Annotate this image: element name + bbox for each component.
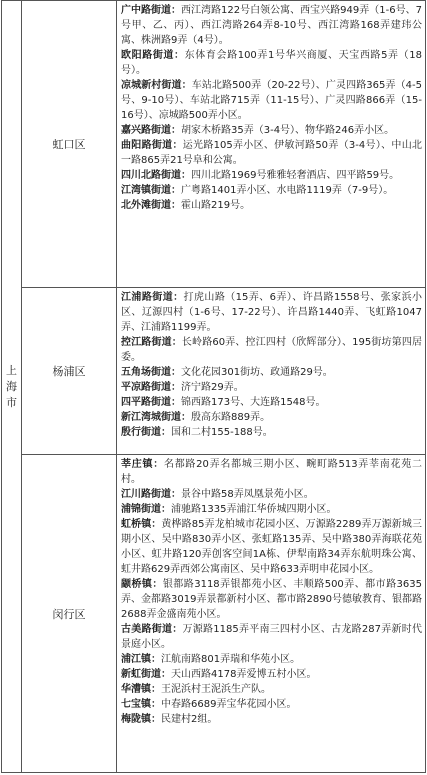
district-row-yangpu	[2, 288, 426, 455]
street-addresses: 名都路20弄名都城三期小区、畹町路513弄莘南花苑二村。	[121, 459, 422, 485]
street-entry	[121, 577, 422, 622]
street-name: 江浦路街道：	[121, 292, 184, 303]
street-addresses: 四川北路1969号雅雅轻奢酒店、四平路59号。	[191, 170, 400, 181]
street-name: 凉城新村街道：	[121, 80, 192, 91]
street-name: 四川北路街道：	[121, 170, 191, 181]
street-entry	[121, 487, 422, 502]
street-entry	[121, 198, 422, 213]
street-addresses: 浦驰路1335弄浦江华侨城四期小区。	[171, 504, 337, 515]
street-addresses: 江航南路801弄瑞和华苑小区。	[161, 654, 301, 665]
street-addresses: 运光路105弄小区、伊敏河路50弄（3-4号）、中山北一路865弄21号阜和公寓。	[121, 140, 422, 166]
district-content-hongkou	[117, 1, 426, 288]
street-entry	[121, 682, 422, 697]
street-entry	[121, 183, 422, 198]
street-name: 控江路街道：	[121, 337, 182, 348]
street-entry	[121, 290, 422, 335]
street-addresses: 中春路6689弄宝华花园小区。	[161, 699, 297, 710]
street-name: 浦锦街道：	[121, 504, 171, 515]
street-name: 新江湾城街道：	[121, 412, 191, 423]
street-addresses: 广粤路1401弄小区、水电路1119弄（7-9号）。	[181, 185, 394, 196]
street-name: 平凉路街道：	[121, 382, 181, 393]
street-addresses: 锦西路173号、大连路1548号。	[181, 397, 326, 408]
street-name: 七宝镇：	[121, 699, 161, 710]
street-addresses: 霍山路219号。	[181, 200, 251, 211]
street-entry	[121, 78, 422, 123]
district-cell-minhang	[22, 455, 117, 773]
street-addresses: 胡家木桥路35弄（3-4号）、物华路246弄小区。	[181, 125, 395, 136]
street-name: 广中路街道：	[121, 5, 182, 16]
city-name: 上海市	[6, 363, 17, 409]
street-entry	[121, 380, 422, 395]
street-entry	[121, 502, 422, 517]
district-row-minhang	[2, 455, 426, 773]
street-addresses: 车站北路500弄（20-22号）、广灵四路365弄（4-5号、9-10号）、车站北路715弄（11-15号）、广灵四路866弄（15-16号）、凉城路500弄小区。	[121, 80, 422, 121]
district-name: 杨浦区	[52, 365, 86, 378]
street-entry	[121, 3, 422, 48]
street-entry	[121, 365, 422, 380]
street-addresses: 东体育会路100弄1号华兴商厦、天宝西路5弄（18号）。	[121, 50, 422, 76]
street-entry	[121, 123, 422, 138]
street-addresses: 长岭路60弄、控江四村（欣辉部分）、195街坊第四居委。	[121, 337, 423, 363]
street-name: 浦江镇：	[121, 654, 161, 665]
street-entry	[121, 652, 422, 667]
street-name: 殷行街道：	[121, 427, 171, 438]
street-name: 嘉兴路街道：	[121, 125, 181, 136]
risk-area-table	[1, 0, 426, 773]
street-entry	[121, 457, 422, 487]
street-entry	[121, 425, 422, 440]
street-entry	[121, 667, 422, 682]
district-content-yangpu	[117, 288, 426, 455]
street-name: 江川路街道：	[121, 489, 181, 500]
street-addresses: 黄桦路85弄龙柏城市花园小区、万源路2289弄万源新城三期小区、吴中路830弄小区、张虹路135弄、吴中路380弄海联花苑小区、虹井路120弄创客空间1A栋、伊犁南路34弄东航明珠公寓、虹井路629弄西郊公寓南区、吴中路633弄明申花园小区。	[121, 519, 422, 575]
street-name: 莘庄镇：	[121, 459, 164, 470]
street-name: 曲阳路街道：	[121, 140, 183, 151]
district-name: 虹口区	[52, 138, 86, 151]
district-content-minhang	[117, 455, 426, 773]
district-name: 闵行区	[52, 607, 86, 621]
street-addresses: 国和二村155-188号。	[171, 427, 273, 438]
street-name: 欧阳路街道：	[121, 50, 185, 61]
city-cell	[2, 1, 22, 773]
district-row-hongkou	[2, 1, 426, 288]
street-addresses: 济宁路29弄。	[181, 382, 244, 393]
street-name: 江湾镇街道：	[121, 185, 181, 196]
street-addresses: 民建村2组。	[161, 714, 218, 725]
street-addresses: 殷高东路889弄。	[191, 412, 271, 423]
street-name: 四平路街道：	[121, 397, 181, 408]
street-name: 华漕镇：	[121, 684, 161, 695]
street-entry	[121, 335, 422, 365]
street-name: 北外滩街道：	[121, 200, 181, 211]
district-cell-yangpu	[22, 288, 117, 455]
street-entry	[121, 138, 422, 168]
street-entry	[121, 168, 422, 183]
street-name: 颛桥镇：	[121, 579, 163, 590]
street-addresses: 景谷中路58弄凤凰景苑小区。	[181, 489, 314, 500]
district-cell-hongkou	[22, 1, 117, 288]
street-addresses: 打虎山路（15弄、6弄）、许昌路1558号、张家浜小区、辽源四村（1-6号、17-22号）、许昌路1440弄、飞虹路1047弄、江浦路1199弄。	[121, 292, 422, 333]
street-addresses: 天山西路4178弄爱博五村小区。	[171, 669, 317, 680]
street-addresses: 王泥浜村王泥浜生产队。	[161, 684, 271, 695]
street-name: 五角场街道：	[121, 367, 181, 378]
street-entry	[121, 410, 422, 425]
street-addresses: 西江湾路122号白领公寓、西宝兴路949弄（1-6号、7号甲、乙、丙）、西江湾路264弄8-10号、西江湾路168弄建玮公寓、株洲路9弄（4号）。	[121, 5, 422, 46]
street-addresses: 银都路3118弄银都苑小区、丰顺路500弄、都市路3635弄、金都路3019弄景都新村小区、都市路2890号德敏教育、银都路2688弄金盛南苑小区。	[121, 579, 422, 620]
street-entry	[121, 622, 422, 652]
street-name: 梅陇镇：	[121, 714, 161, 725]
street-name: 新虹街道：	[121, 669, 171, 680]
street-entry	[121, 395, 422, 410]
street-name: 虹桥镇：	[121, 519, 162, 530]
street-name: 古美路街道：	[121, 624, 183, 635]
street-addresses: 万源路1185弄平南三四村小区、古龙路287弄新时代景庭小区。	[121, 624, 422, 650]
street-entry	[121, 697, 422, 712]
street-entry	[121, 517, 422, 577]
street-entry	[121, 48, 422, 78]
street-entry	[121, 712, 422, 727]
street-addresses: 文化花园301街坊、政通路29号。	[181, 367, 333, 378]
